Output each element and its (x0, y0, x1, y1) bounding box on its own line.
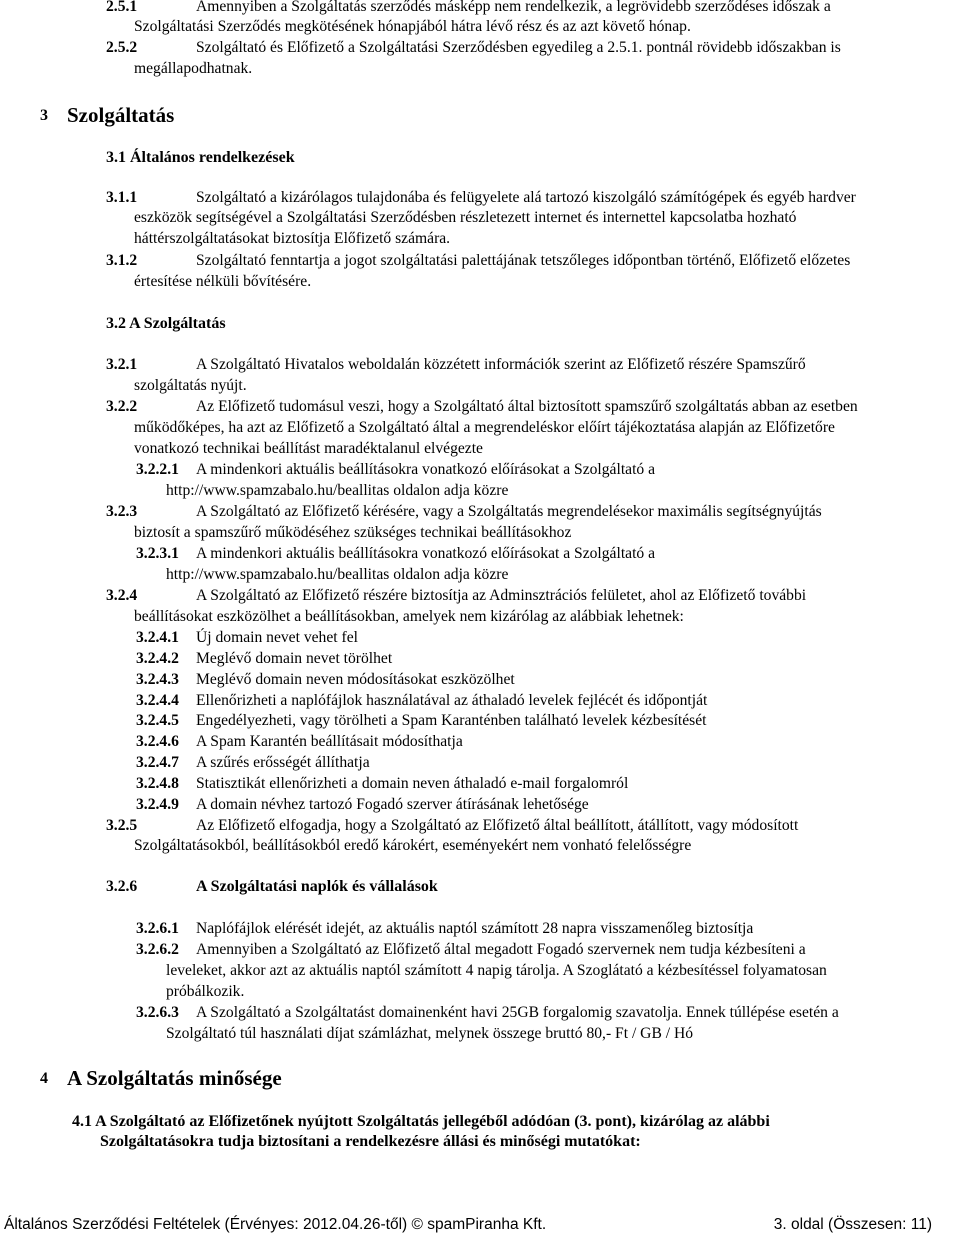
chapter-number: 3 (40, 107, 48, 124)
subsection-title: A Szolgáltatási naplók és vállalások (196, 878, 438, 895)
list-item: Engedélyezheti, vagy törölheti a Spam Karanténben található levelek kézbesítését (196, 712, 707, 729)
paragraph-line: beállításokat eszközölhet a beállításokban, amelyek nem kizárólag az alábbiak lehetnek: (134, 608, 684, 625)
paragraph-line: Amennyiben a Szolgáltató az Előfizető által megadott Fogadó szervernek nem tudja kézbesíteni a (196, 941, 806, 958)
list-item: Új domain nevet vehet fel (196, 629, 358, 646)
list-item-number: 3.2.4.8 (136, 775, 179, 792)
paragraph-line: leveleket, akkor azt az aktuális naptól számított 4 napig tárolja. A Szoglátató a kézbesítéssel folyamatosan (166, 962, 827, 979)
list-item: A Spam Karantén beállításait módosíthatja (196, 733, 463, 750)
paragraph-line: Szolgáltatásokból, beállításokból eredő károkért, eseményekért nem vonható felelősségre (134, 837, 692, 854)
paragraph-line: értesítése nélküli bővítésére. (134, 273, 312, 290)
paragraph-line: Az Előfizető elfogadja, hogy a Szolgáltató az Előfizető által beállított, átállított, vagy módosított (196, 817, 799, 834)
list-item: A szűrés erősségét állíthatja (196, 754, 370, 771)
paragraph-line: háttérszolgáltatásokat biztosítja Előfizető számára. (134, 230, 451, 247)
paragraph-line: Szolgáltató a kizárólagos tulajdonába és felügyelete alá tartozó kiszolgáló számítógépek és egyéb hardver (196, 189, 856, 206)
paragraph-line: Amennyiben a Szolgáltatás szerződés másképp nem rendelkezik, a legrövidebb szerződéses időszak a (196, 0, 831, 15)
section-number: 3.2.2 (106, 398, 138, 415)
section-title: 3.2 A Szolgáltatás (106, 315, 226, 332)
list-item: Meglévő domain neven módosításokat eszközölhet (196, 671, 515, 688)
paragraph-line: A mindenkori aktuális beállításokra vonatkozó előírásokat a Szolgáltató a (196, 461, 656, 478)
subsection-number: 3.2.6.3 (136, 1004, 179, 1021)
paragraph-line: Szolgáltatási Szerződés megkötésének hónapjából hátra lévő rész és az azt követő hónap. (134, 18, 691, 35)
subsection-number: 3.2.3.1 (136, 545, 179, 562)
chapter-title: A Szolgáltatás minősége (67, 1066, 282, 1090)
list-item-number: 3.2.4.7 (136, 754, 179, 771)
list-item-number: 3.2.4.3 (136, 671, 179, 688)
section-number: 3.2.6 (106, 878, 138, 895)
list-item: Meglévő domain nevet törölhet (196, 650, 393, 667)
paragraph-line: működőképes, ha azt az Előfizető a Szolgáltató által a megrendeléskor előírt tájékoztatása alapján az Előfizetőre (134, 419, 835, 436)
paragraph-line: eszközök segítségével a Szolgáltatási Szerződésben részletezett internet és internettel kapcsolatba hozható (134, 209, 797, 226)
section-number: 3.2.1 (106, 356, 138, 373)
section-number: 2.5.2 (106, 39, 138, 56)
paragraph-line: vonatkozó technikai beállítást maradéktalanul elvégezte (134, 440, 483, 457)
list-item-number: 3.2.4.9 (136, 796, 179, 813)
url-text: http://www.spamzabalo.hu/beallitas oldalon adja közre (166, 566, 509, 583)
subsection-number: 3.2.2.1 (136, 461, 179, 478)
list-item-number: 3.2.4.4 (136, 692, 179, 709)
section-number: 3.1.1 (106, 189, 138, 206)
paragraph-line: Naplófájlok elérését idejét, az aktuális naptól számított 28 napra visszamenőleg biztosítja (196, 920, 754, 937)
section-title: 3.1 Általános rendelkezések (106, 149, 295, 166)
section-title: 4.1 A Szolgáltató az Előfizetőnek nyújtott Szolgáltatás jellegéből adódóan (3. pont), kizárólag az alábbi (72, 1113, 770, 1130)
section-number: 3.1.2 (106, 252, 138, 269)
list-item: Ellenőrizheti a naplófájlok használatával az áthaladó levelek fejlécét és időpontját (196, 692, 708, 709)
paragraph-line: Az Előfizető tudomásul veszi, hogy a Szolgáltató által biztosított spamszűrő szolgáltatás abban az esetben (196, 398, 858, 415)
footer-left: Általános Szerződési Feltételek (Érvényes: 2012.04.26-től) © spamPiranha Kft. (4, 1216, 547, 1233)
paragraph-line: Szolgáltató és Előfizető a Szolgáltatási Szerződésben egyedileg a 2.5.1. pontnál rövidebb időszakban is (196, 39, 841, 56)
list-item-number: 3.2.4.2 (136, 650, 179, 667)
paragraph-line: próbálkozik. (166, 983, 245, 1000)
paragraph-line: szolgáltatás nyújt. (134, 377, 247, 394)
paragraph-line: A Szolgáltató az Előfizető kérésére, vagy a Szolgáltatás megrendelésekor maximális segítségnyújtás (196, 503, 822, 520)
paragraph-line: A Szolgáltató az Előfizető részére biztosítja az Adminsztrációs felületet, ahol az Előfizető további (196, 587, 807, 604)
url-text: http://www.spamzabalo.hu/beallitas oldalon adja közre (166, 482, 509, 499)
paragraph-line: Szolgáltató túl használati díjat számlázhat, melynek összege bruttó 80,- Ft / GB / Hó (166, 1025, 694, 1042)
section-title-continued: Szolgáltatásokra tudja biztosítani a rendelkezésre állási és minőségi mutatókat: (100, 1133, 641, 1150)
paragraph-line: A mindenkori aktuális beállításokra vonatkozó előírásokat a Szolgáltató a (196, 545, 656, 562)
paragraph-line: biztosít a spamszűrő működéséhez szükséges technikai beállításokhoz (134, 524, 572, 541)
chapter-title: Szolgáltatás (67, 103, 175, 127)
subsection-number: 3.2.6.1 (136, 920, 179, 937)
paragraph-line: Szolgáltató fenntartja a jogot szolgáltatási palettájának tetszőleges időpontban történő, Előfizető előzetes (196, 252, 851, 269)
section-number: 3.2.3 (106, 503, 138, 520)
section-number: 2.5.1 (106, 0, 138, 15)
list-item-number: 3.2.4.5 (136, 712, 179, 729)
paragraph-line: megállapodhatnak. (134, 60, 253, 77)
subsection-number: 3.2.6.2 (136, 941, 179, 958)
chapter-number: 4 (40, 1070, 48, 1087)
list-item-number: 3.2.4.6 (136, 733, 179, 750)
section-number: 3.2.5 (106, 817, 138, 834)
list-item: A domain névhez tartozó Fogadó szerver átírásának lehetősége (196, 796, 589, 813)
paragraph-line: A Szolgáltató a Szolgáltatást domainenként havi 25GB forgalomig szavatolja. Ennek túllépése esetén a (196, 1004, 839, 1021)
list-item-number: 3.2.4.1 (136, 629, 179, 646)
list-item: Statisztikát ellenőrizheti a domain neven áthaladó e-mail forgalomról (196, 775, 629, 792)
paragraph-line: A Szolgáltató Hivatalos weboldalán közzétett információk szerint az Előfizető részére Spamszűrő (196, 356, 806, 373)
footer-page-number: 3. oldal (Összesen: 11) (773, 1216, 932, 1233)
section-number: 3.2.4 (106, 587, 138, 604)
